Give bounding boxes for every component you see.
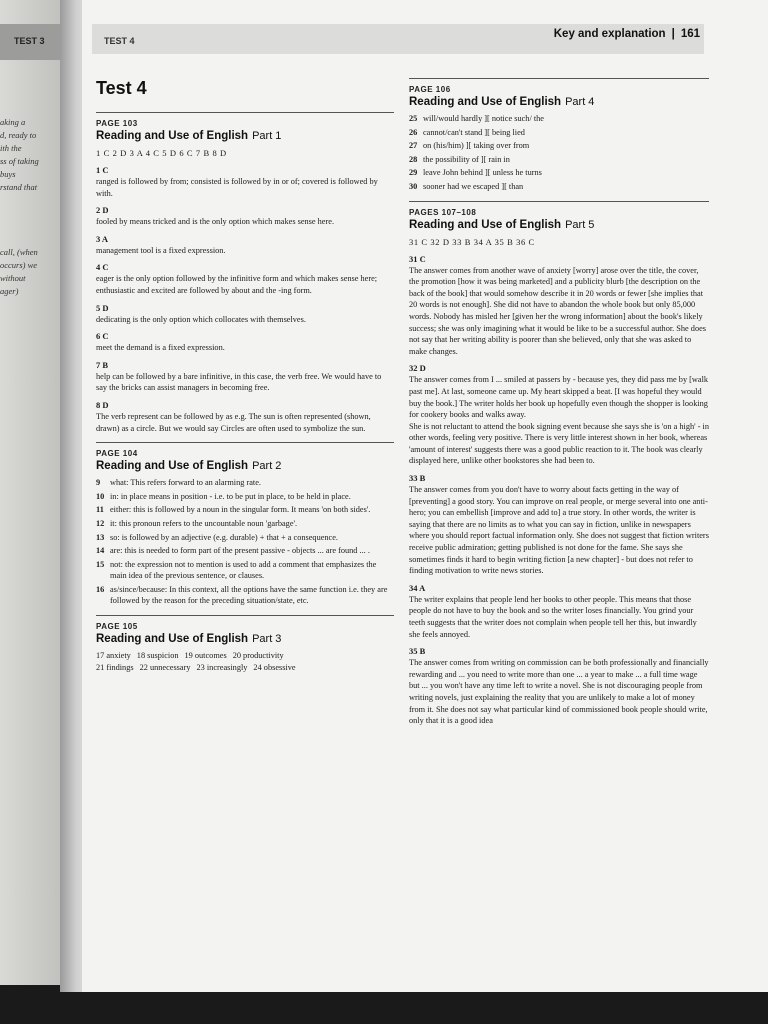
answer-key-item-head: 1 C bbox=[96, 165, 109, 175]
running-header bbox=[554, 28, 700, 40]
answer-number: 10 bbox=[96, 491, 105, 501]
answer-explanation: meet the demand is a fixed expression. bbox=[96, 343, 225, 353]
answer-number: 11 bbox=[96, 505, 104, 515]
section-part: Part 1 bbox=[252, 130, 282, 142]
left-page-tab-label: TEST 3 bbox=[14, 36, 45, 46]
left-page-text-fragment: rstand that bbox=[0, 182, 38, 192]
answer-explanation: management tool is a fixed expression. bbox=[96, 245, 226, 255]
section-title bbox=[96, 459, 394, 474]
section-part: Part 4 bbox=[565, 96, 595, 108]
answer-item bbox=[409, 154, 709, 166]
answer-explanation: The writer explains that people lend her books to other people. This means that those people do not have to buy the book and so the writer loses financially. You grind your teeth suggests that the writer does not complain when people tell her this, but inwardly she feels annoyed. bbox=[409, 594, 697, 639]
right-column bbox=[409, 78, 709, 735]
answer-text: as/since/because: In this context, all the options have the same function i.e. they are followed by the reason for the preceding situation/state, etc. bbox=[110, 584, 388, 606]
answer-explanation: The answer comes from you don't have to worry about facts getting in the way of [preventing] a good story. You can improve on real people, or merge several into one anti-hero; you can embellish [improve and add to] a true story. In other words, the writer is saying that there are no limits as to what you can say in fiction, unlike in newspapers where you should report factual information only. She does not suggest that fiction writers receive public admiration; getting published is not done for the fame. She says she sometimes finds it hard to begin writing fiction [a new chapter] - but does not refer to finding motivation to write news stories. bbox=[409, 485, 709, 576]
answer-text: will/would hardly ][ notice such/ the bbox=[423, 114, 544, 123]
answer-explanation: dedicating is the only option which collocates with themselves. bbox=[96, 314, 306, 324]
answer-number: 27 bbox=[409, 141, 418, 151]
answer-number: 12 bbox=[96, 518, 105, 528]
answer-number: 9 bbox=[96, 478, 101, 488]
answer: 19 outcomes bbox=[184, 651, 227, 661]
answer-explanation: The answer comes from another wave of anxiety [worry] arose over the title, the cover, the promotion [how it was being marketed] and a publicity blurb [the description on the back of the book] that would somehow describe it in 20 words or fewer [she implies that 20 words is not enough]. She did not have to abandon the whole book but only 85,000 words. Nobody has misled her [given her the wrong information] about the book's likely success; she was only imagining what it would be like to be a successful author. She does not say that her writing ability is poorer than she believed, only that she was asked to make changes. bbox=[409, 265, 707, 356]
header-tab-label: TEST 4 bbox=[104, 36, 135, 46]
answer-item bbox=[96, 545, 394, 557]
answer-key-item-head: 7 B bbox=[96, 359, 109, 370]
left-page-text-fragment: without bbox=[0, 273, 26, 283]
section-title-text: Reading and Use of English bbox=[96, 633, 249, 646]
section-page-105 bbox=[96, 615, 394, 674]
answer: 22 unnecessary bbox=[139, 663, 191, 673]
answer-text: cannot/can't stand ][ being lied bbox=[423, 127, 525, 137]
left-page-text-fragment: ager) bbox=[0, 286, 19, 296]
answer-number: 29 bbox=[409, 168, 418, 178]
answer-number: 13 bbox=[96, 532, 105, 542]
answer-item bbox=[409, 127, 709, 139]
answer-key-item-head: 3 A bbox=[96, 233, 109, 244]
section-part: Part 2 bbox=[252, 460, 282, 473]
answer-number: 15 bbox=[96, 559, 105, 569]
answer-key-item-head: 34 A bbox=[409, 582, 426, 593]
section-title bbox=[409, 218, 709, 233]
page-number: 161 bbox=[680, 28, 700, 40]
answer-item bbox=[96, 491, 394, 503]
section-page-103 bbox=[96, 112, 394, 434]
page-label: PAGE 105 bbox=[96, 622, 138, 632]
left-page-text-fragment: d, ready to bbox=[0, 130, 37, 140]
answer-text: it: this pronoun refers to the uncountable noun 'garbage'. bbox=[110, 518, 298, 528]
answer-number: 25 bbox=[409, 114, 418, 123]
answers-row bbox=[96, 650, 394, 662]
answers-row bbox=[96, 662, 394, 674]
answers-summary: 31 C 32 D 33 B 34 A 35 B 36 C bbox=[409, 236, 535, 247]
page-label: PAGE 104 bbox=[96, 449, 138, 459]
page-label: PAGE 103 bbox=[96, 119, 138, 128]
answer-text: so: is followed by an adjective (e.g. durable) + that + a consequence. bbox=[110, 532, 338, 542]
answer-number: 30 bbox=[409, 181, 418, 191]
answer-item bbox=[96, 504, 394, 516]
left-page-text-fragment: occurs) we bbox=[0, 260, 38, 270]
section-title bbox=[96, 129, 394, 144]
answer: 24 obsessive bbox=[253, 663, 296, 673]
answer-text: the possibility of ][ rain in bbox=[423, 154, 510, 164]
answer-text: sooner had we escaped ][ than bbox=[423, 181, 524, 191]
answer-text: what: This refers forward to an alarming rate. bbox=[110, 478, 261, 488]
left-page-text-fragment: buys bbox=[0, 169, 16, 179]
answer-text: either: this is followed by a noun in the singular form. It means 'on both sides'. bbox=[110, 505, 371, 515]
section-title-text: Reading and Use of English bbox=[96, 460, 249, 473]
answer-item bbox=[96, 477, 394, 489]
section-title-text: Reading and Use of English bbox=[409, 218, 562, 231]
answer-explanation: eager is the only option followed by the infinitive form and which makes sense here; enthusiastic and excited are followed by about and the -ing form. bbox=[96, 274, 378, 295]
answer-explanation: fooled by means tricked and is the only option which makes sense here. bbox=[96, 217, 335, 227]
answer-explanation: The answer comes from I ... smiled at passers by - because yes, they did pass me by [walk past me]. At last, someone came up. My heart skipped a beat. [I was hopeful they would buy the book.] The writer holds her book up hopefully even though the shopper is looking for cookery books and walks away. bbox=[409, 375, 709, 420]
answer-item bbox=[96, 559, 394, 582]
left-page-text-fragment: ith the bbox=[0, 143, 22, 153]
answer-number: 16 bbox=[96, 584, 105, 594]
answer-key-item-head: 4 C bbox=[96, 262, 109, 273]
answer-number: 28 bbox=[409, 154, 418, 164]
left-column bbox=[96, 112, 394, 682]
section-page-104 bbox=[96, 442, 394, 607]
section-page-106 bbox=[409, 78, 709, 193]
left-page-text-fragment: call, (when bbox=[0, 247, 38, 257]
answer-item bbox=[409, 167, 709, 179]
answer-item bbox=[409, 140, 709, 152]
answers-summary: 1 C 2 D 3 A 4 C 5 D 6 C 7 B 8 D bbox=[96, 148, 227, 158]
answer-item bbox=[96, 532, 394, 544]
answer-key-item-head: 6 C bbox=[96, 331, 109, 342]
answer-key-item-head: 32 D bbox=[409, 363, 426, 374]
section-title-text: Reading and Use of English bbox=[96, 130, 249, 142]
answer-key-item-head: 33 B bbox=[409, 473, 426, 484]
answer-key-item-head: 31 C bbox=[409, 253, 426, 264]
answer: 18 suspicion bbox=[136, 651, 179, 661]
answer-item bbox=[409, 113, 709, 125]
answer-text: on (his/him) ][ taking over from bbox=[423, 141, 530, 151]
page-label: PAGE 106 bbox=[409, 85, 451, 94]
answer-text: are: this is needed to form part of the present passive - objects ... are found ... . bbox=[110, 546, 370, 556]
section-part: Part 5 bbox=[565, 218, 595, 231]
answer-explanation: The verb represent can be followed by as e.g. The sun is often represented (shown, drawn) as a circle. But we would say Circles are often used to symbolize the sun. bbox=[96, 411, 371, 433]
answer: 20 productivity bbox=[232, 651, 284, 661]
section-title bbox=[409, 95, 709, 110]
answer-number: 26 bbox=[409, 127, 418, 137]
answer: 21 findings bbox=[96, 663, 134, 673]
answer-text: in: in place means in position - i.e. to be put in place, to be held in place. bbox=[110, 491, 351, 501]
answer: 23 increasingly bbox=[196, 663, 248, 673]
answer-explanation: ranged is followed by from; consisted is followed by in or of; covered is followed by with. bbox=[96, 177, 378, 198]
answer-key-item-head: 8 D bbox=[96, 399, 109, 410]
page-label: PAGES 107–108 bbox=[409, 207, 477, 217]
answer-key-item-head: 5 D bbox=[96, 302, 109, 313]
answer-key-item-head: 2 D bbox=[96, 205, 109, 216]
answer-item bbox=[96, 584, 394, 607]
left-page-text-fragment: aking a bbox=[0, 117, 26, 127]
answer-number: 14 bbox=[96, 546, 105, 556]
answer-key-item-head: 35 B bbox=[409, 646, 426, 657]
section-part: Part 3 bbox=[252, 633, 282, 646]
answer-explanation: help can be followed by a bare infinitive, in this case, the verb free. We would have to say the bricks can assist managers in becoming free. bbox=[96, 371, 382, 393]
answer-item bbox=[96, 518, 394, 530]
answer-item bbox=[409, 181, 709, 193]
answer: 17 anxiety bbox=[96, 651, 131, 661]
section-title bbox=[96, 632, 394, 647]
answer-explanation: She is not reluctant to attend the book signing event because she says she is 'on a high' - in other words, feeling very positive. There is very little interest shown in her book, whereas 'amount of interest' suggests there was a good public reaction to it. The book was clearly displayed here, unlike other bookstores she had been to. bbox=[409, 421, 710, 466]
page-title: Test 4 bbox=[96, 78, 147, 98]
header-section: Key and explanation bbox=[553, 28, 666, 40]
answer-text: not: the expression not to mention is used to add a comment that emphasizes the main idea of the previous sentence, or clauses. bbox=[110, 559, 377, 581]
header-separator: | bbox=[671, 28, 675, 40]
answer-text: leave John behind ][ unless he turns bbox=[423, 168, 542, 178]
section-title-text: Reading and Use of English bbox=[409, 96, 562, 108]
answer-explanation: The answer comes from writing on commission can be both professionally and financially rewarding and ... you need to write more than one ... a year to make ... a full time wage but ... you won't have any time left to write a novel. She is not discouraging people from writing novels, just explaining the reality that you are unlikely to make a lot of money from it. She does not say what particular kind of commissioned book people should write, only that it is a good idea bbox=[409, 658, 709, 726]
section-pages-107-108 bbox=[409, 201, 709, 727]
left-page-text-fragment: ss of taking bbox=[0, 156, 39, 166]
left-page-tab bbox=[0, 24, 60, 60]
